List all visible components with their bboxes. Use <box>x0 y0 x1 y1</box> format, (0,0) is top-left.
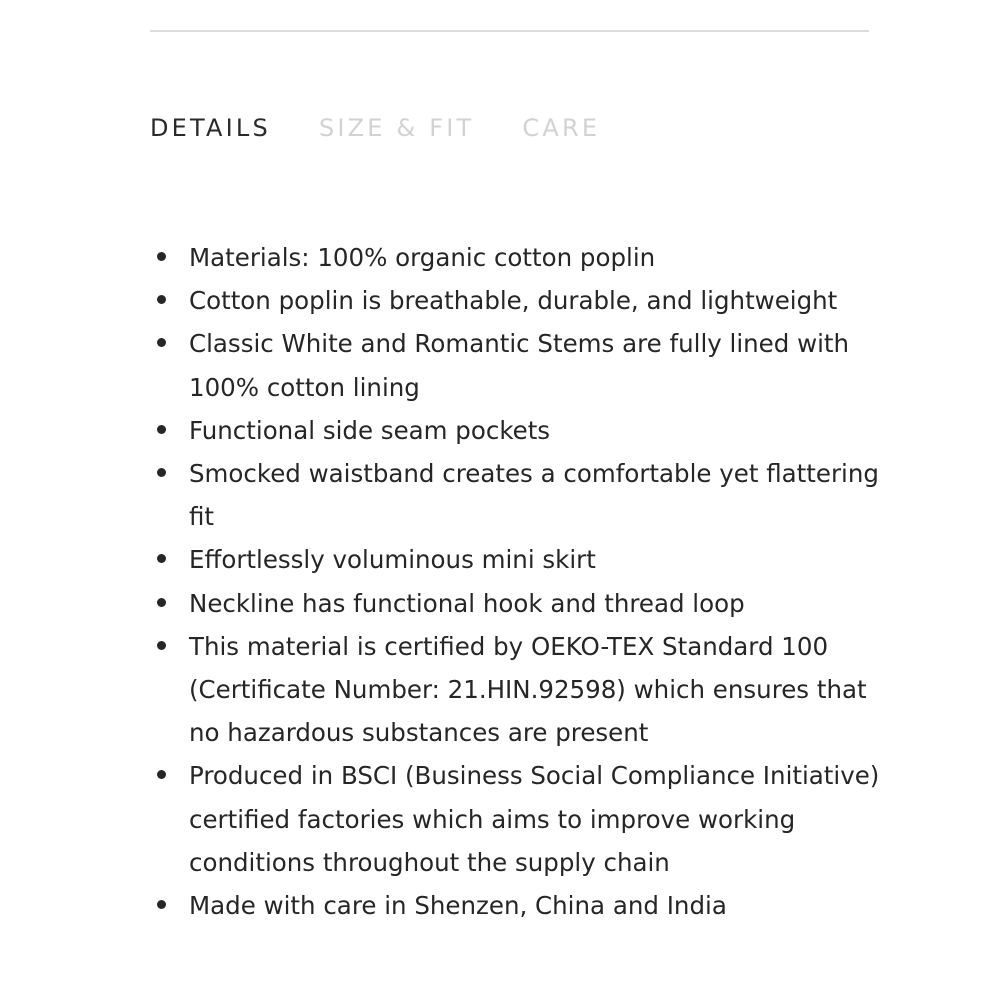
list-item-text: Neckline has functional hook and thread loop <box>189 588 745 618</box>
bullet-icon <box>157 900 166 909</box>
section-divider <box>150 30 869 32</box>
list-item-text: Made with care in Shenzen, China and India <box>189 891 727 921</box>
list-item <box>150 236 880 279</box>
bullet-icon <box>157 770 166 779</box>
list-item-text: Produced in BSCI (Business Social Compliance Initiative) certified factories which aims to improve working conditions throughout the supply chain <box>189 761 880 877</box>
list-item <box>150 452 880 538</box>
bullet-icon <box>157 598 166 607</box>
details-tabs <box>150 110 648 146</box>
bullet-icon <box>157 425 166 434</box>
details-list <box>150 236 880 927</box>
list-item-text: Classic White and Romantic Stems are fully lined with 100% cotton lining <box>189 329 850 402</box>
list-item-text: This material is certified by OEKO-TEX Standard 100 (Certificate Number: 21.HIN.92598) which ensures that no hazardous substances are present <box>189 631 867 748</box>
list-item <box>150 322 880 408</box>
bullet-icon <box>157 554 166 563</box>
list-item-text: Functional side seam pockets <box>189 415 551 445</box>
list-item <box>150 409 880 452</box>
list-item <box>150 625 880 755</box>
bullet-icon <box>157 295 166 304</box>
tab-details[interactable]: DETAILS <box>150 114 271 142</box>
list-item <box>150 754 880 884</box>
list-item <box>150 884 880 927</box>
tab-size-fit[interactable]: SIZE & FIT <box>318 114 475 142</box>
list-item-text: Effortlessly voluminous mini skirt <box>189 545 596 575</box>
list-item <box>150 279 880 322</box>
bullet-icon <box>157 338 166 347</box>
list-item <box>150 582 880 625</box>
bullet-icon <box>157 252 166 261</box>
bullet-icon <box>157 468 166 477</box>
bullet-icon <box>157 641 166 650</box>
list-item-text: Smocked waistband creates a comfortable yet flattering fit <box>189 459 879 532</box>
list-item-text: Materials: 100% organic cotton poplin <box>189 243 656 272</box>
list-item-text: Cotton poplin is breathable, durable, and lightweight <box>189 286 838 316</box>
list-item <box>150 538 880 581</box>
tab-care[interactable]: CARE <box>522 114 601 142</box>
